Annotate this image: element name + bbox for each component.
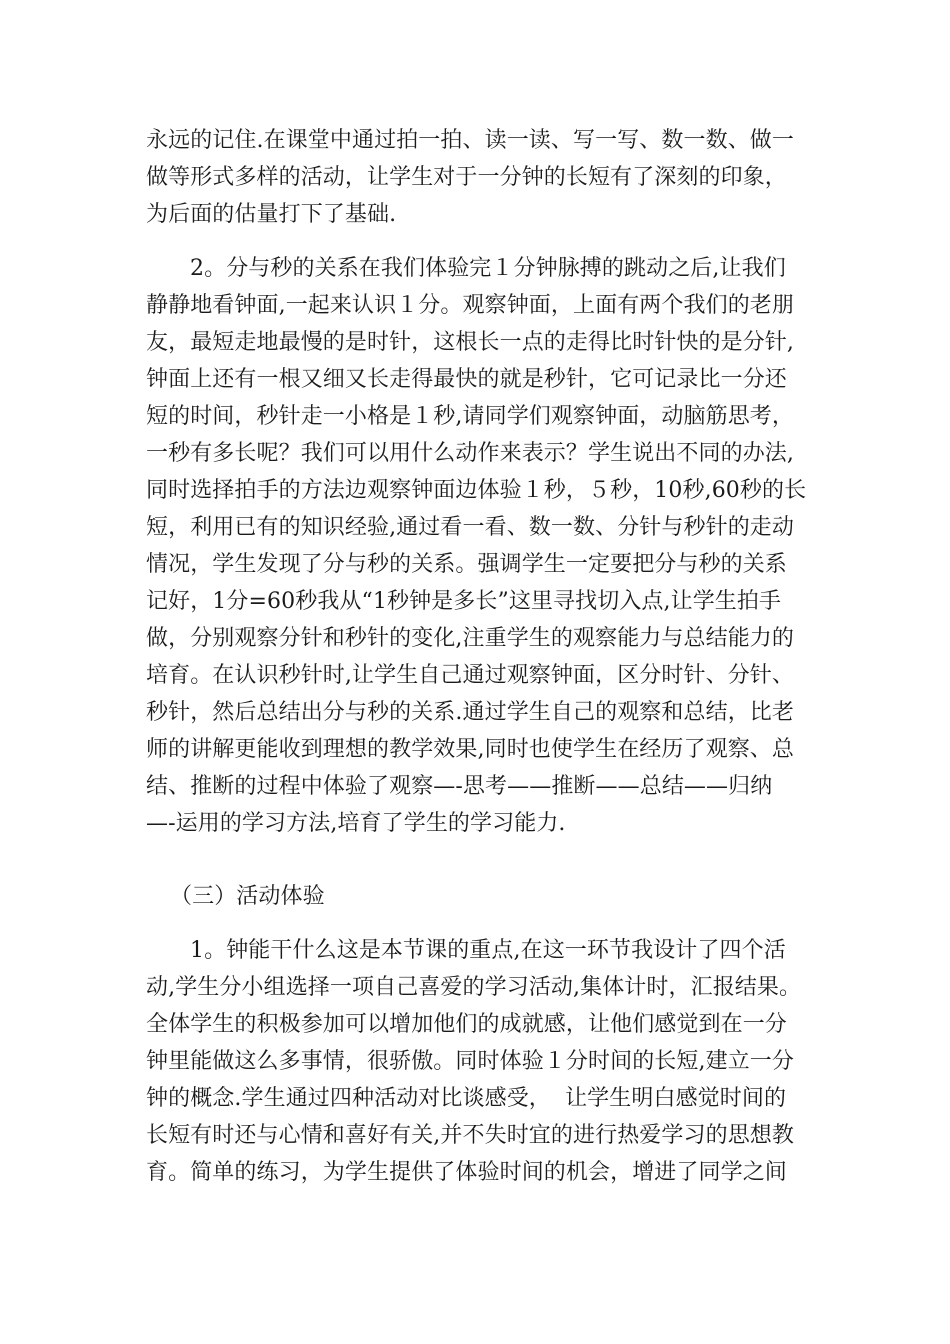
text-line: 培育。在认识秒针时,让学生自己通过观察钟面，区分时针、分针、 [146,663,794,688]
text-line: 1。钟能干什么这是本节课的重点,在这一环节我设计了四个活 [190,938,786,963]
text-line: 做，分别观察分针和秒针的变化,注重学生的观察能力与总结能力的 [146,626,794,651]
text-line: 结、推断的过程中体验了观察—-思考——推断——总结——归纳 [146,774,773,799]
text-line: 长短有时还与心情和喜好有关,并不失时宜的进行热爱学习的思想教 [146,1123,794,1148]
text-line: 动,学生分小组选择一项自己喜爱的学习活动,集体计时，汇报结果。 [146,975,802,1000]
text-line: 钟的概念.学生通过四种活动对比谈感受， 让学生明白感觉时间的 [146,1086,787,1111]
text-line: 记好，1分=60秒我从“1秒钟是多长”这里寻找切入点,让学生拍手 [146,589,782,614]
text-line: 秒针，然后总结出分与秒的关系.通过学生自己的观察和总结，比老 [146,700,794,725]
text-line: 静静地看钟面,一起来认识１分。观察钟面，上面有两个我们的老朋 [146,293,794,318]
text-line: 情况，学生发现了分与秒的关系。强调学生一定要把分与秒的关系 [146,552,787,577]
text-line: 一秒有多长呢？我们可以用什么动作来表示？学生说出不同的办法, [146,441,794,466]
text-line: 钟面上还有一根又细又长走得最快的就是秒针，它可记录比一分还 [146,367,787,392]
text-line: 为后面的估量打下了基础. [146,202,397,227]
text-line: 师的讲解更能收到理想的教学效果,同时也使学生在经历了观察、总 [146,737,794,762]
text-line: 2。分与秒的关系在我们体验完１分钟脉搏的跳动之后,让我们 [190,256,786,281]
text-line: 做等形式多样的活动，让学生对于一分钟的长短有了深刻的印象， [146,165,787,190]
text-line: 短，利用已有的知识经验,通过看一看、数一数、分针与秒针的走动 [146,515,794,540]
text-line: 短的时间，秒针走一小格是１秒,请同学们观察钟面，动脑筋思考， [146,404,794,429]
text-line: 友，最短走地最慢的是时针，这根长一点的走得比时针快的是分针, [146,330,794,355]
text-line: 全体学生的积极参加可以增加他们的成就感，让他们感觉到在一分 [146,1012,787,1037]
text-line: —-运用的学习方法,培育了学生的学习能力. [146,811,566,836]
section-heading-text: （三）活动体验 [170,884,325,909]
text-line: 育。简单的练习，为学生提供了体验时间的机会，增进了同学之间 [146,1160,787,1185]
text-line: 永远的记住.在课堂中通过拍一拍、读一读、写一写、数一数、做一 [146,128,794,153]
text-line: 钟里能做这么多事情，很骄傲。同时体验１分时间的长短,建立一分 [146,1049,794,1074]
text-line: 同时选择拍手的方法边观察钟面边体验１秒，５秒，10秒,60秒的长 [146,478,807,503]
